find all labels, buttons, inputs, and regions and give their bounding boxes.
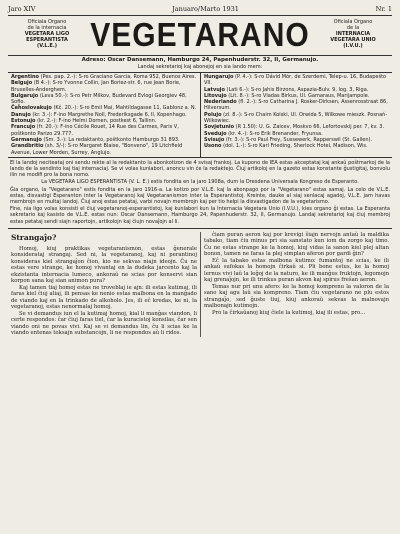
country-name: Germanujo xyxy=(11,136,42,143)
ivu-description: Fine, nia ligo volas konsisti el ĉiuj vegetaranoj-esperantistoj, kaj kunlabori kun la Internacia Vegetara Unio (I.V.U.), kies organo ĝi estas. La Esperanta sekretario kaj kasisto de V.L.E. estas nun: Oscar Dansemann, Hamburgo 24, Papenhuderstr. 32, II, Germanujo. Landaj sekretarioj kaj ĉiuj membroj estas petataj sendi siajn raportojn, artikolojn kaj ĉiujn novaĵojn al li. xyxy=(10,206,390,225)
article-title: Strangaĵo? xyxy=(11,232,57,242)
article-paragraph: Eĉ la tabako estas malbona kutimo: fumantoj ne scias, ke ili ankaŭ sufokas la homojn ĉirkaŭ si. Pli bone estus, ke la homoj lernus vivi laŭ la leĝoj de la naturo, ke ili manĝus fruktojn, legomojn kaj grenaĵojn, ke ili trinkus puran akvon kaj spirus freŝan aeron. xyxy=(204,257,389,284)
left-org-box xyxy=(8,16,86,55)
representative-entry xyxy=(11,93,197,106)
country-name: Belgujo xyxy=(11,80,33,87)
right-org-line: de la xyxy=(346,25,360,31)
country-name: Argentino xyxy=(11,74,39,80)
article-paragraph: ĉiam puran aeron kaj por krevigi ŝiajn nervojn antaŭ la maldika tabako, tiam ĉiu minus pri sia sanstato kun iom da zorgo kaj timo. Ĉu ne estas strange ke la homoj, kiuj vidas la sanon kiel plej altan bonon, tamen ne faras la plej simplan aferon por gardi ĝin? xyxy=(204,231,389,258)
issue-number: Nr. 1 xyxy=(375,5,392,13)
country-name: Svisujo xyxy=(204,136,225,143)
newspaper-title: VEGETARANO xyxy=(90,17,310,54)
country-name: Francujo xyxy=(11,124,36,131)
representative-details: (B 4.-): S-ro Yvonne Collin, Jan Boriez-str. 6, rue Jean Borie, Bruxelles-Anderghem. xyxy=(11,80,181,93)
left-org-line: VEGETARA LIGO xyxy=(24,31,70,37)
representative-details: (fr. 20.-): F-ino Cécile Rouet, 14 Rue des Carmes, Paris V, poŝtkonto Parizo 29.777. xyxy=(11,124,179,137)
country-name: Litovujo xyxy=(204,92,227,99)
volume-label: Jaro XIV xyxy=(8,5,36,13)
country-name: Bulgarujo xyxy=(11,92,39,99)
representative-details: (Sm. 3.-): La redaktanto, poŝtkonto Hamburgo 31 893. xyxy=(43,136,180,143)
right-org-line: (I.V.U.) xyxy=(343,43,363,49)
representative-details: (P. 4.-): S-ro Dávid Mór, de Szerdemi, Telep-u. 16, Budapešto VII. xyxy=(204,74,387,87)
editor-address: Adreso: Oscar Dansemann, Hamburgo 24, Papenhuderstr. 32, II, Germanujo. xyxy=(81,57,319,63)
representative-details: (Kĉ. 20.-): S-ro Emil Mai, Mahtildagasse 11, Gablonz a. N. xyxy=(53,105,197,112)
country-name: Grandbritio xyxy=(11,143,44,150)
left-org-line: ESPERANTISTA xyxy=(26,37,68,43)
representatives-left-column xyxy=(8,73,200,157)
country-name: Sovjetunio xyxy=(204,124,235,131)
article-strangajo xyxy=(8,232,392,337)
country-name: Nederlando xyxy=(204,99,237,106)
representative-details: (Leva 50.-): S-ro Petr Milkov, Budevard Evlogi Georgiev 48, Sofio. xyxy=(11,92,187,106)
country-name: Danujo xyxy=(11,111,31,118)
notice-intro: El la landoj neciteataj oni sendu rekte al la redaktanto la abonkotizon de 4 svisaj frankoj. La kupono de IEA estas akceptataj kaj ankaŭ poŝtmarkoj de la lando de la sendinto kaj tiaj internaciaj. Se vi volas kunlabori, anoncu vin ĉe la redaktejo. Ĉiuj artikoloj en la gazeto estas konstante ĝustigitaj, bonvolu ilin ne modifi pro la bona nomo. xyxy=(10,159,390,179)
country-name: Usono xyxy=(204,143,222,150)
country-name: Ĉeĥoslovakujo xyxy=(11,105,52,112)
representative-details: (Lit. 8.-): S-ro Vladas Birkus, Ul. Gamaraus, Marijampole. xyxy=(228,92,370,99)
address-subtitle: Landaj sekretarioj kaj abonejoj en sia lando mem: xyxy=(137,64,263,70)
right-org-line: VEGETARA UNIO xyxy=(330,37,376,43)
article-paragraph: Homoj, kiuj praktikas vegetaranismon, estas ĝenerale konsiderataj strangaj. Sed ni, la vegetaranoj, kaj ni perantinoj konsideras kiel strangaĵon ĉion, kio ne sekvas niajn ideojn. Ĉu ne estas vere strange, ke homoj vivantaj en la dudeka jarcento kaj la ekzistanta internacia lumeco, ankoraŭ ne scias por konservi sian korpon sana kaj sian animon pura? xyxy=(11,245,197,285)
right-org-box xyxy=(314,16,392,55)
country-name: Polujo xyxy=(204,111,222,118)
representatives-list xyxy=(8,73,392,158)
representative-entry xyxy=(11,80,197,93)
representative-details: (kr. 4.-): S-ro Erik Brenander, Fryunsa. xyxy=(228,130,323,137)
article-left-column xyxy=(8,232,200,337)
article-right-column xyxy=(200,232,392,337)
representative-details: (R 1.50): U. G. Zaicev, Moskvo 66, Lefortovskij per. 7, kv. 3. xyxy=(235,124,385,131)
masthead xyxy=(8,16,392,56)
right-org-line: Oficiala Organo xyxy=(333,19,373,25)
representative-details: (dol. 1.-): S-ro Karl Frieding, Sherlock Hotel, Madison, Wis. xyxy=(223,143,368,150)
left-org-line: (V.L.E.) xyxy=(36,43,58,49)
representative-entry xyxy=(204,143,389,149)
article-paragraph: Pro la ĉirkaŭanoj kiuj ĉiele la kutimoj, kiaj ili estas, pro... xyxy=(212,309,366,316)
representative-details: (kr. 2.-): F-ino Helmi Dornen, postkest 6, Tallinn. xyxy=(37,118,157,125)
representatives-right-column xyxy=(200,73,392,157)
representative-entry xyxy=(11,124,197,137)
representative-details: (sh. 3/-): S-ro Margaret Blaise, "Bonveno", 19 Litchfield Avenue, Lower Morden, Surrey, Anglujo. xyxy=(11,143,183,156)
representative-entry xyxy=(204,99,389,112)
league-heading: La VEGETARA LIGO ESPERANTISTA (V. L. E.) estis fondita en la jaro 1908a, dum la Dresdena Universala Kongreso de Esperanto. xyxy=(41,179,359,186)
left-org-line: de la internacia xyxy=(27,25,67,31)
representative-details: (fl. 2.-): S-ro Catharina J. Rosker-Dirksen, Assenrosstraat 86, Hilversum. xyxy=(204,99,388,112)
league-description: Ĝia organo, la "Vegetarano" estis fondita en la jaro 1916-a. La kotizo por V.L.E. kaj la abonpago por la "Vegetarano" estas samaj. La celo de V.L.E. estas, disvastigi Esperanton inter la Vegetaranoj kaj Vegetaranismon inter la Esperantistoj. Kreinte, dauke al siaj senlacaj agadoj, V.L.E. jam havas membrojn en multaj landoj. Ĉiuj anoj estas petataj, varbi novajn membrojn kaj per tio helpi la disvastigadon de la vegetarismo. xyxy=(10,186,390,206)
country-name: Hungarujo xyxy=(204,74,234,80)
representative-details: (kr. 3.-): F-ino Margrethe Noll, Frederiksgade 6, II, Kopenhago. xyxy=(32,111,187,118)
issue-date: Januaro/Marto 1931 xyxy=(172,5,239,13)
notice-block xyxy=(8,158,392,229)
article-paragraph: Kaj tamen tiaj homoj estas ne troveblaj ie ajn: ili estas kutimaj, ili faras kiel ĉiuj aliaj, ili pensas ke nenio estas malbona en la manĝado de viando kaj en la trinkado de alkoholo. Jes, ili eĉ kredas, ke ni, la vegetaranoj, estas nenormalaj homoj. xyxy=(11,284,197,311)
representative-details: (Lati 6.-): S-ro Jahis Birzons, Aspazia-Bulv. 9, log. 3, Riga. xyxy=(226,86,369,93)
representative-details: (fr. 3.-): S-ro Paul Frey, Sussewerk, Rapperswil (St. Gallen). xyxy=(225,136,373,143)
representative-entry xyxy=(204,112,389,125)
representative-entry xyxy=(204,74,389,87)
representative-details: (zl. 8.-): S-ro Chaim Kolski, Ul. Orwida 5, Wilkowe mieszk. Posnań-Wilkowiec. xyxy=(204,111,388,125)
article-paragraph: Se vi demandus iun el la kutimaj homoj, kial li manĝas viandon, li certe respondos: ĉar ĉiuj faras tiel, ĉar la kuracistoj konsilas, ĉar sen viando oni ne povas vivi. Kaj se vi demandus lin, ĉu li scias ke la viando entenas toksajn substancojn, li ne respondos aŭ li ridos. xyxy=(11,310,197,337)
representative-details: (Pes. pap. 2.-): S-ro Graciano Garcia, Roma 952, Buenos Aires. xyxy=(40,74,197,80)
right-org-line: INTERNACIA xyxy=(335,31,371,37)
country-name: Estonujo xyxy=(11,118,36,125)
country-name: Svedujo xyxy=(204,130,227,137)
article-paragraph: Temas nur pri unu afero: ke la homoj komprenu la valoron de la sano kaj agu laŭ sia kompreno. Tiam ĉiu vegetarano ne plu estos strangaĵo, sed ĝuste tiuj, kiuj ankoraŭ sekvas la malnovajn malbonajn kutimojn. xyxy=(204,283,389,310)
representative-entry xyxy=(11,143,197,156)
country-name: Latvujo xyxy=(204,86,225,93)
left-org-line: Oficiala Organo xyxy=(27,19,67,25)
address-block xyxy=(8,56,392,73)
